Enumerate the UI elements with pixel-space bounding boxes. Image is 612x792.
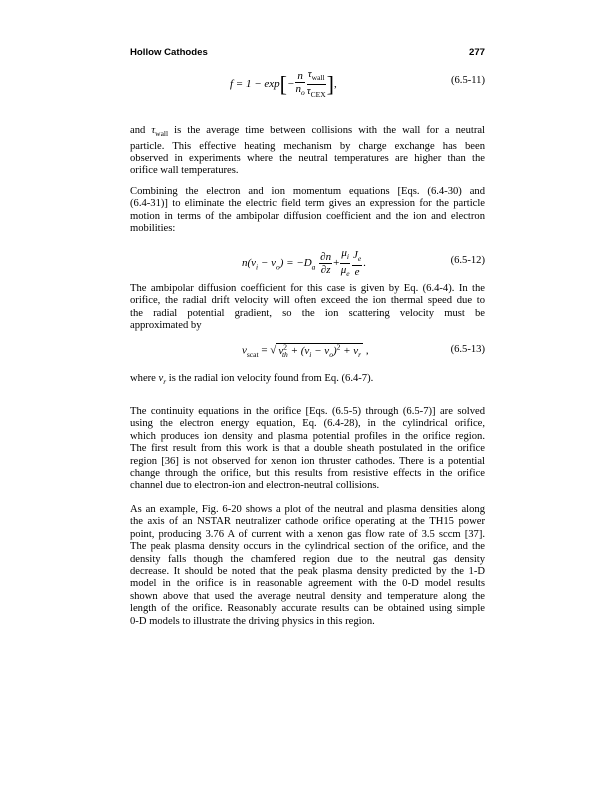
equation-number: (6.5-13) xyxy=(450,344,485,355)
equation-number: (6.5-12) xyxy=(450,255,485,266)
text-line: approximated by xyxy=(130,320,202,332)
text-line: decrease. It should be noted that the peak plasma density predicted by the 1-D xyxy=(130,566,485,578)
fraction-n-over-no: $\frac{n}{n_o}$ xyxy=(295,70,305,98)
text-line: length of the orifice. Reasonably accurate results can be obtained using simple xyxy=(130,603,485,615)
equation-6-5-11 xyxy=(130,66,485,100)
fraction-current-over-charge: $\frac{J_e}{e}$ xyxy=(352,249,362,279)
text-line: the radial potential gradient, so the ion scattering velocity must be xyxy=(130,307,485,319)
equation-6-5-12 xyxy=(130,247,485,277)
text-line: The continuity equations in the orifice [Eqs. (6.5-5) through (6.5-7)] are solved xyxy=(130,406,485,417)
equation-body: $v_{scat}$ = √ $v^2_{th} + (v_i - v_o)^2 + v_r$ , xyxy=(242,342,369,359)
equation-number: (6.5-11) xyxy=(450,75,485,86)
left-bracket: [ xyxy=(279,71,287,97)
text-line: motion in terms of the ambipolar diffusion coefficient and the ion and electron xyxy=(130,210,485,222)
text-line: (6.4-31)] to eliminate the electric field term gives an expression for the particle xyxy=(130,198,485,210)
text-line: 0-D models to illustrate the driving physics in this region. xyxy=(130,615,375,627)
fraction-tau-ratio: $\frac{\tau_{wall}}{\tau_{CEX}}$ xyxy=(306,68,326,100)
text-line: Combining the electron and ion momentum equations [Eqs. (6.4-30) and xyxy=(130,186,485,197)
text-line: which produces ion density and plasma potential profiles in the orifice region. xyxy=(130,430,485,442)
fraction-mobility-ratio: $\frac{\mu_i}{\mu_e}$ xyxy=(340,247,350,279)
text-line: orifice wall temperatures. xyxy=(130,165,239,177)
equation-body: f = 1 − exp[− $\frac{n}{n_o}$ $\frac{\tau_{wall}}{\tau_{CEX}}$ ], xyxy=(230,68,337,100)
text-line: density falls though the chamfered region due to the neutral gas density xyxy=(130,553,485,565)
text-line: using the electron energy equation, Eq. (6.4-28), in the cylindrical orifice, xyxy=(130,418,485,430)
fraction-dn-dz: $\frac{\partial n}{\partial z}$ xyxy=(320,251,332,277)
paragraph-momentum-equations xyxy=(130,186,485,236)
text-line: mobilities: xyxy=(130,223,176,235)
text-line: orifice, the radial drift velocity will often exceed the ion thermal speed due to xyxy=(130,295,485,307)
text-line: shown above that used the average neutral density and temperature along the xyxy=(130,590,485,602)
right-bracket: ] xyxy=(326,71,334,97)
text-line: region [36] is not observed for xenon ion thruster cathodes. There is a potential xyxy=(130,455,485,467)
text-line: particle. This effective heating mechanism by charge exchange has been xyxy=(130,140,485,152)
text-line: point, producing 3.76 A of current with a xenon gas flow rate of 3.5 sccm [37]. xyxy=(130,528,485,540)
text-line: and $\tau_{wall}$ is the average time between collisions with the wall for a neutral xyxy=(130,125,485,139)
text-line: As an example, Fig. 6-20 shows a plot of the neutral and plasma densities along xyxy=(130,504,485,515)
equation-body: $n(v_i - v_o) = -D_a$ $\frac{\partial n}{\partial z}$ + $\frac{\mu_i}{\mu_e}$ $\frac{J_e}{e}$ . xyxy=(242,247,366,279)
text-line: where $v_r$ is the radial ion velocity found from Eq. (6.4-7). xyxy=(130,373,374,387)
text-line: observed in experiments where the neutral temperatures are higher than the xyxy=(130,152,485,164)
text-line: The peak plasma density occurs in the cylindrical section of the orifice, and the xyxy=(130,541,485,553)
running-title: Hollow Cathodes xyxy=(130,47,208,58)
text-line: The ambipolar diffusion coefficient for this case is given by Eq. (6.4-4). In the xyxy=(130,283,485,294)
sqrt-radicand: $v^2_{th} + (v_i - v_o)^2 + v_r$ xyxy=(278,342,362,359)
paragraph-ambipolar-diffusion xyxy=(130,283,485,333)
text-line: the axis of an NSTAR neutralizer cathode orifice operating at the TH15 power xyxy=(130,516,485,528)
page-number: 277 xyxy=(468,47,485,58)
text-line: The first result from this work is that a double sheath postulated in the orifice xyxy=(130,443,485,455)
text-line: model in the orifice is in reasonable agreement with the 0-D model results xyxy=(130,578,485,590)
text-line: channel due to electron-ion and electron-neutral collisions. xyxy=(130,480,380,492)
paragraph-radial-velocity xyxy=(130,373,485,389)
sqrt-sign: √ xyxy=(270,344,277,357)
paragraph-continuity-equations xyxy=(130,406,485,493)
text-line: change through the orifice, but this results from resistive effects in the orifice xyxy=(130,468,485,480)
equation-lhs: f = 1 − exp xyxy=(230,78,280,91)
paragraph-nstar-example xyxy=(130,504,485,628)
equation-6-5-13 xyxy=(130,340,485,370)
paragraph-tau-wall xyxy=(130,125,485,178)
